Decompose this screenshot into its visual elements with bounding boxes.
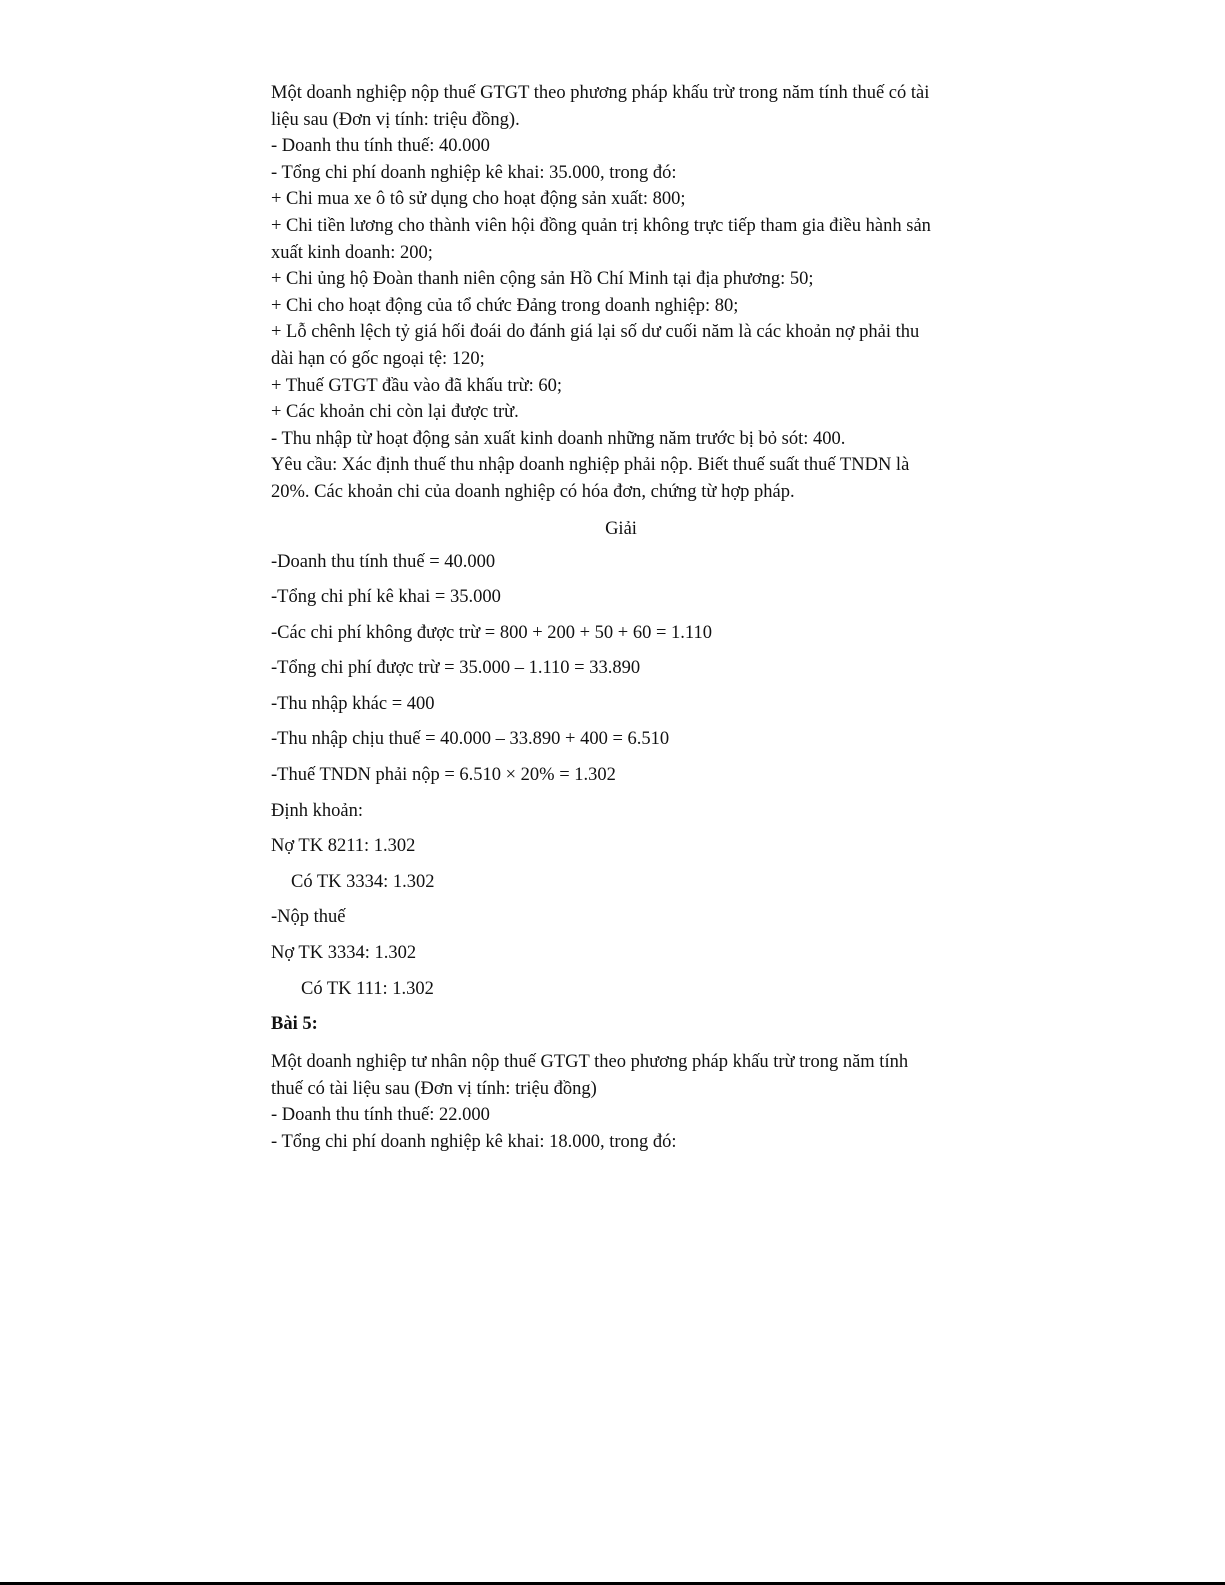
problem-5-text <box>271 1049 971 1155</box>
solution-line: -Tổng chi phí được trừ = 35.000 – 1.110 = 33.890 <box>271 658 641 679</box>
tax-payment-label: -Nộp thuế <box>271 907 346 928</box>
problem-line: + Chi ủng hộ Đoàn thanh niên cộng sản Hồ Chí Minh tại địa phương: 50; <box>271 269 814 290</box>
problem-line: - Thu nhập từ hoạt động sản xuất kinh doanh những năm trước bị bỏ sót: 400. <box>271 428 846 449</box>
problem-line: thuế có tài liệu sau (Đơn vị tính: triệu đồng) <box>271 1078 597 1099</box>
problem-line: Một doanh nghiệp tư nhân nộp thuế GTGT theo phương pháp khấu trừ trong năm tính <box>271 1052 909 1073</box>
problem-line: + Các khoản chi còn lại được trừ. <box>271 402 519 423</box>
problem-line: + Thuế GTGT đầu vào đã khấu trừ: 60; <box>271 375 563 396</box>
solution-body <box>271 550 971 1002</box>
problem-line: - Doanh thu tính thuế: 22.000 <box>271 1105 490 1126</box>
solution-line: -Thu nhập chịu thuế = 40.000 – 33.890 + 400 = 6.510 <box>271 729 670 750</box>
problem-line: + Chi mua xe ô tô sử dụng cho hoạt động sản xuất: 800; <box>271 189 686 210</box>
solution-heading: Giải <box>605 518 637 539</box>
document-page <box>271 80 971 1156</box>
journal-debit-line: Nợ TK 3334: 1.302 <box>271 943 417 964</box>
problem-line: + Chi cho hoạt động của tổ chức Đảng trong doanh nghiệp: 80; <box>271 295 739 316</box>
problem-5-title: Bài 5: <box>271 1014 318 1035</box>
problem-line: - Tổng chi phí doanh nghiệp kê khai: 18.000, trong đó: <box>271 1132 677 1152</box>
problem-line: liệu sau (Đơn vị tính: triệu đồng). <box>271 109 520 130</box>
problem-line: Một doanh nghiệp nộp thuế GTGT theo phương pháp khấu trừ trong năm tính thuế có tài <box>271 83 930 103</box>
problem-line: xuất kinh doanh: 200; <box>271 242 433 263</box>
problem-4-text <box>271 80 971 506</box>
problem-line: + Chi tiền lương cho thành viên hội đồng quản trị không trực tiếp tham gia điều hành sản <box>271 215 931 236</box>
journal-debit-line: Nợ TK 8211: 1.302 <box>271 836 416 857</box>
problem-line: Yêu cầu: Xác định thuế thu nhập doanh nghiệp phải nộp. Biết thuế suất thuế TNDN là <box>271 455 910 476</box>
solution-line: -Các chi phí không được trừ = 800 + 200 + 50 + 60 = 1.110 <box>271 622 712 643</box>
journal-credit-line: Có TK 111: 1.302 <box>301 978 434 999</box>
journal-entry-label: Định khoản: <box>271 800 363 821</box>
problem-line: - Tổng chi phí doanh nghiệp kê khai: 35.000, trong đó: <box>271 162 677 183</box>
solution-line: -Thu nhập khác = 400 <box>271 693 435 714</box>
problem-line: + Lỗ chênh lệch tỷ giá hối đoái do đánh giá lại số dư cuối năm là các khoản nợ phải thu <box>271 322 920 343</box>
solution-line: -Doanh thu tính thuế = 40.000 <box>271 551 496 572</box>
solution-line: -Thuế TNDN phải nộp = 6.510 × 20% = 1.302 <box>271 765 616 786</box>
problem-line: dài hạn có gốc ngoại tệ: 120; <box>271 348 485 369</box>
solution-line: -Tổng chi phí kê khai = 35.000 <box>271 587 501 608</box>
journal-credit-line: Có TK 3334: 1.302 <box>291 871 435 892</box>
problem-line: 20%. Các khoản chi của doanh nghiệp có hóa đơn, chứng từ hợp pháp. <box>271 481 795 502</box>
problem-line: - Doanh thu tính thuế: 40.000 <box>271 136 490 157</box>
